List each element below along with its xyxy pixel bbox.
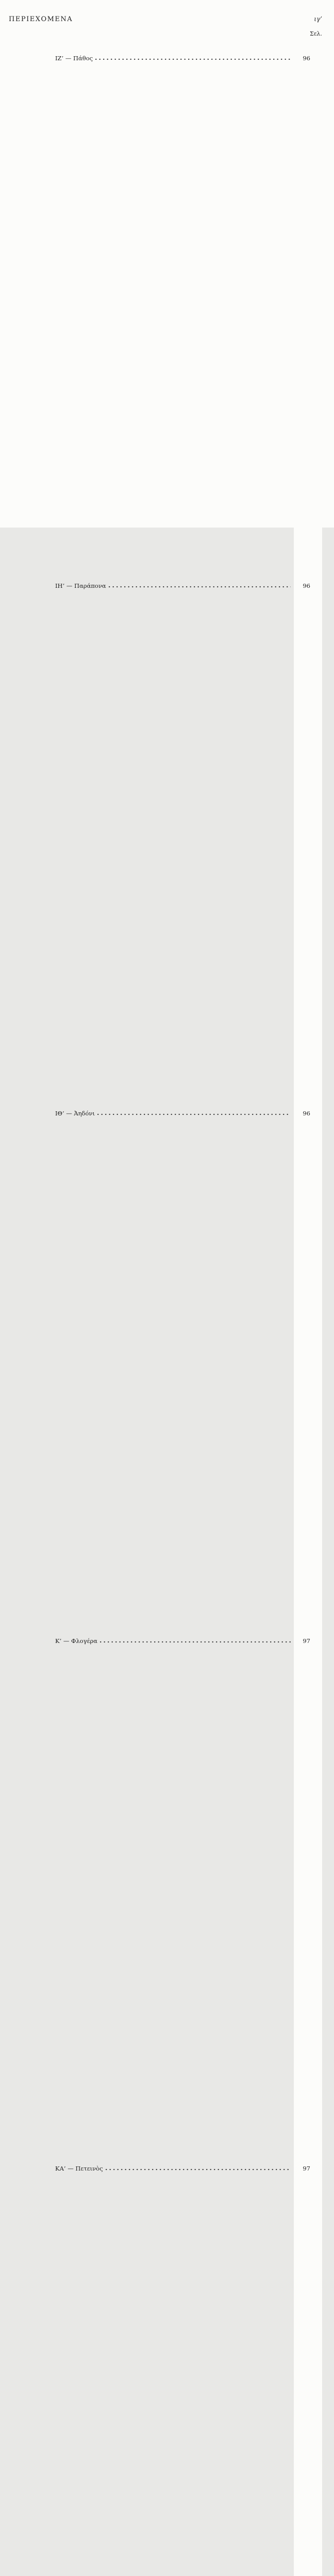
page-title: ΠΕΡΙΕΧΟΜΕΝΑ (9, 15, 73, 23)
dotted-leader (100, 1637, 291, 1643)
toc-entry-page: 96 (294, 39, 322, 567)
table-of-contents (55, 39, 322, 2576)
toc-entry-row (55, 39, 322, 567)
folio-number: ιγ’ (314, 15, 322, 23)
toc-entry-row (55, 567, 322, 1094)
toc-entry-page: 96 (294, 1094, 322, 1622)
toc-entry-page: 96 (294, 567, 322, 1094)
toc-entry-row (55, 2149, 322, 2576)
toc-entry-label: ΙΗ’ — Παράπονα (55, 582, 106, 589)
running-head (9, 15, 322, 23)
dotted-leader (97, 1110, 291, 1115)
toc-entry-label: ΙΖ’ — Πάθος (55, 55, 93, 62)
dotted-leader (95, 55, 291, 60)
toc-entry-row (55, 1622, 322, 2149)
dotted-leader (109, 582, 291, 588)
dotted-leader (106, 2165, 291, 2171)
toc-entry-label: ΙΘ’ — Ἀηδόνι (55, 1110, 95, 1117)
toc-entry-row (55, 1094, 322, 1622)
toc-entry-label: Κ’ — Φλογέρα (55, 1637, 98, 1645)
toc-entry-label: ΚΑ’ — Πετεινὸς (55, 2165, 103, 2172)
toc-entry-page: 97 (294, 1622, 322, 2149)
page-column-header: Σελ. (310, 30, 322, 37)
toc-entry-page: 97 (294, 2149, 322, 2576)
